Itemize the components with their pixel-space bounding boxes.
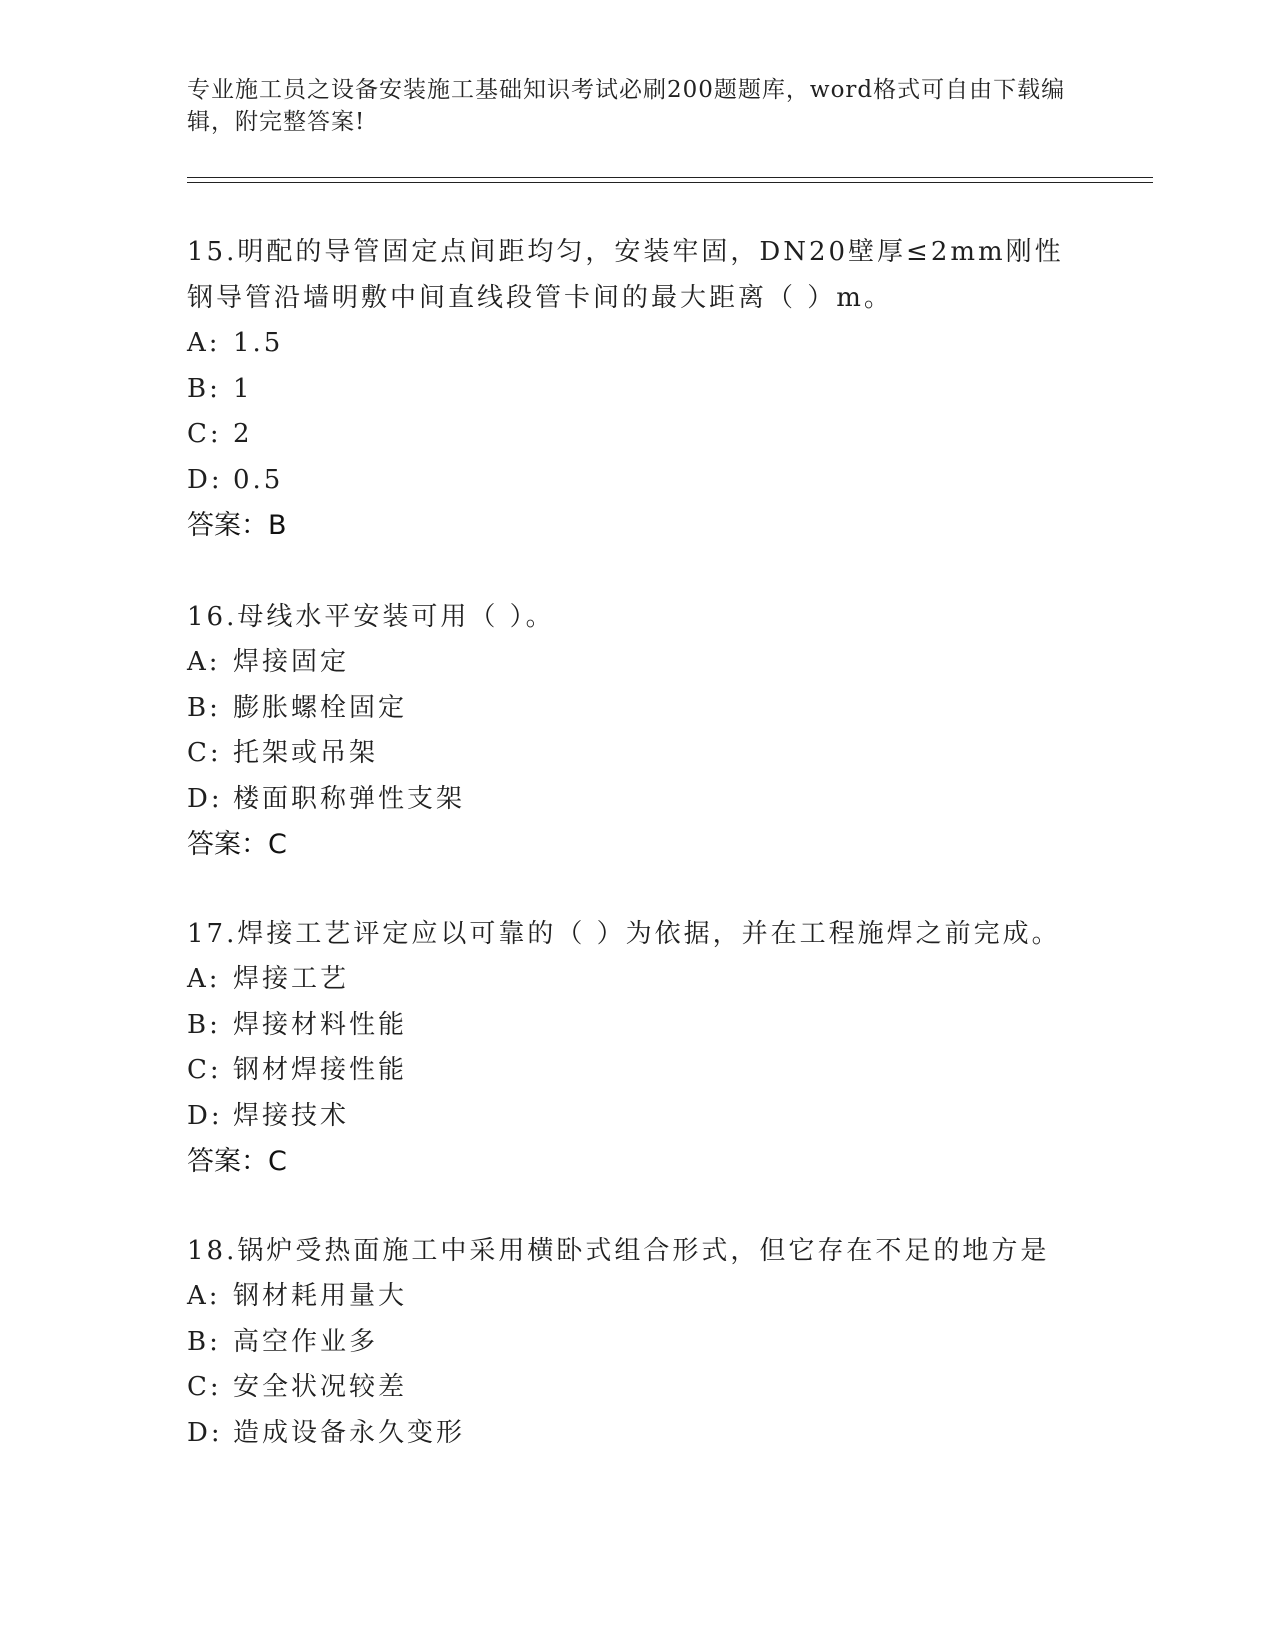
option-c xyxy=(187,1048,1087,1094)
option-text: 焊接工艺 xyxy=(233,964,350,994)
option-text: 托架或吊架 xyxy=(233,738,379,768)
option-text: 钢材焊接性能 xyxy=(233,1055,408,1085)
answer-label: 答案：C xyxy=(187,829,287,860)
option-a xyxy=(187,957,1087,1003)
question-16 xyxy=(187,594,1087,868)
option-key: C: xyxy=(187,1055,222,1085)
question-stem: 15.明配的导管固定点间距均匀，安装牢固，DN20壁厚≤2mm刚性钢导管沿墙明敷中间直线段管卡间的最大距离（ ）m。 xyxy=(187,237,1064,313)
option-c xyxy=(187,412,1087,458)
option-b xyxy=(187,367,1087,413)
question-17 xyxy=(187,911,1087,1185)
option-key: A: xyxy=(187,328,221,358)
question-18 xyxy=(187,1228,1087,1456)
option-d xyxy=(187,777,1087,823)
question-stem: 18.锅炉受热面施工中采用横卧式组合形式，但它存在不足的地方是 xyxy=(187,1236,1050,1266)
option-text: 造成设备永久变形 xyxy=(233,1417,466,1448)
option-text: 安全状况较差 xyxy=(233,1372,408,1402)
option-key: B: xyxy=(187,692,221,723)
option-a xyxy=(187,321,1087,367)
option-key: B: xyxy=(187,1326,221,1357)
option-text: 0.5 xyxy=(233,464,284,495)
option-c xyxy=(187,1365,1087,1411)
option-text: 2 xyxy=(233,419,253,449)
option-b xyxy=(187,1003,1087,1049)
option-a xyxy=(187,640,1087,686)
answer-label: 答案：C xyxy=(187,1146,287,1177)
option-key: C: xyxy=(187,419,222,449)
option-text: 1.5 xyxy=(233,328,284,358)
question-stem: 17.焊接工艺评定应以可靠的（ ）为依据，并在工程施焊之前完成。 xyxy=(187,919,1061,949)
option-text: 焊接材料性能 xyxy=(233,1009,408,1040)
option-d xyxy=(187,458,1087,504)
option-text: 楼面职称弹性支架 xyxy=(233,783,466,814)
question-15 xyxy=(187,229,1087,549)
option-c xyxy=(187,731,1087,777)
option-text: 膨胀螺栓固定 xyxy=(233,692,408,723)
document-header: 专业施工员之设备安装施工基础知识考试必刷200题题库，word格式可自由下载编辑，附完整答案! xyxy=(187,77,1066,135)
option-b xyxy=(187,1320,1087,1366)
option-key: D: xyxy=(187,1417,223,1448)
option-b xyxy=(187,686,1087,732)
option-text: 钢材耗用量大 xyxy=(233,1281,408,1311)
option-key: D: xyxy=(187,464,223,495)
option-key: A: xyxy=(187,1281,221,1311)
option-key: C: xyxy=(187,1372,222,1402)
option-a xyxy=(187,1274,1087,1320)
option-key: B: xyxy=(187,373,221,404)
question-stem: 16.母线水平安装可用（ ）。 xyxy=(187,602,555,632)
option-key: A: xyxy=(187,647,221,677)
answer-label: 答案：B xyxy=(187,510,287,541)
option-key: A: xyxy=(187,964,221,994)
option-key: D: xyxy=(187,783,223,814)
option-key: B: xyxy=(187,1009,221,1040)
header-divider-bottom xyxy=(187,182,1153,183)
option-text: 焊接技术 xyxy=(233,1100,350,1131)
option-d xyxy=(187,1411,1087,1457)
option-key: C: xyxy=(187,738,222,768)
option-text: 焊接固定 xyxy=(233,647,350,677)
option-key: D: xyxy=(187,1100,223,1131)
header-divider-top xyxy=(187,177,1153,178)
option-text: 高空作业多 xyxy=(233,1326,379,1357)
option-text: 1 xyxy=(233,373,253,404)
option-d xyxy=(187,1094,1087,1140)
